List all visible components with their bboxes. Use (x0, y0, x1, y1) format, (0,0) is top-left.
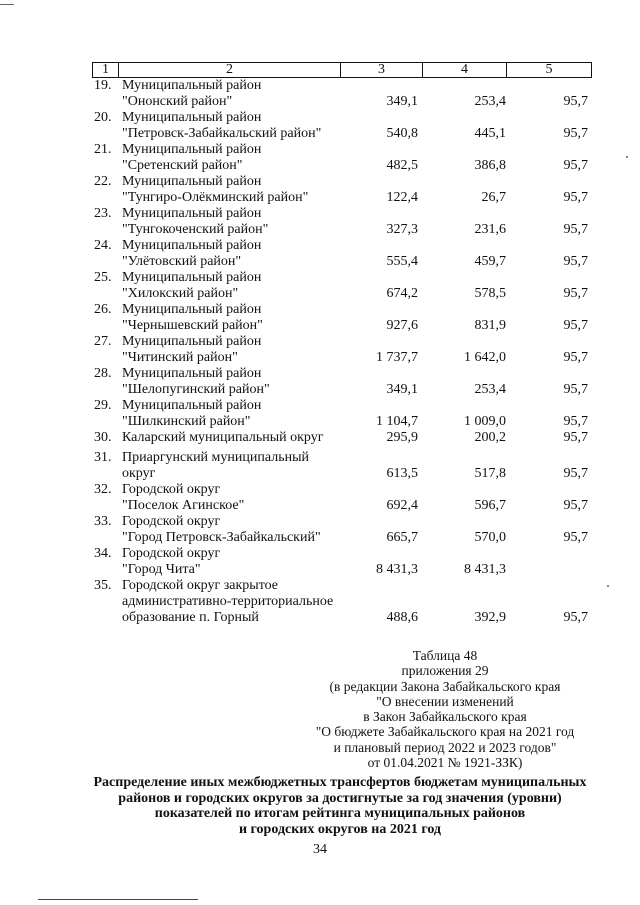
row-name (122, 174, 342, 206)
row-value-col-4: 831,9 (474, 318, 506, 333)
row-name-line: "Поселок Агинское" (122, 498, 245, 513)
table-row (0, 482, 640, 514)
row-name-line: Каларский муниципальный округ (122, 430, 324, 445)
row-name (122, 206, 342, 238)
row-value-col-4: 1 642,0 (464, 350, 506, 365)
row-name (122, 238, 342, 270)
row-name-line: административно-территориальное (122, 594, 334, 609)
row-value-col-5: 95,7 (563, 610, 588, 625)
table-row (0, 78, 640, 110)
row-value-col-4: 1 009,0 (464, 414, 506, 429)
row-value-col-3: 327,3 (386, 222, 418, 237)
appendix-line: от 01.04.2021 № 1921-ЗЗК) (367, 755, 523, 771)
row-value-col-3: 488,6 (386, 610, 418, 625)
table-row (0, 398, 640, 430)
row-name-line: Муниципальный район (122, 334, 262, 349)
row-number: 27. (94, 334, 112, 349)
table-row (0, 334, 640, 366)
row-value-col-4: 578,5 (474, 286, 506, 301)
row-value-col-4: 392,9 (474, 610, 506, 625)
appendix-line: и плановый период 2022 и 2023 годов" (333, 739, 557, 755)
row-name (122, 398, 342, 430)
table-header-row (92, 62, 592, 78)
row-value-col-3: 555,4 (386, 254, 418, 269)
row-value-col-5: 95,7 (563, 530, 588, 545)
row-value-col-5: 95,7 (563, 222, 588, 237)
appendix-line: "О бюджете Забайкальского края на 2021 год (315, 724, 575, 740)
row-value-col-3: 482,5 (386, 158, 418, 173)
row-name-line: Муниципальный район (122, 238, 262, 253)
row-name (122, 302, 342, 334)
row-value-col-3: 349,1 (386, 382, 418, 397)
row-name-line: Приаргунский муниципальный (122, 450, 309, 465)
row-value-col-4: 445,1 (474, 126, 506, 141)
scan-speck (626, 156, 628, 158)
row-number: 31. (94, 450, 112, 465)
row-name-line: Муниципальный район (122, 110, 262, 125)
row-name-line: "Шелопугинский район" (122, 382, 270, 397)
row-name-line: образование п. Горный (122, 610, 259, 625)
appendix-line: приложения 29 (401, 663, 489, 679)
row-name-line: "Город Чита" (122, 562, 201, 577)
row-name (122, 110, 342, 142)
row-number: 21. (94, 142, 112, 157)
row-name-line: Городской округ (122, 546, 221, 561)
row-number: 28. (94, 366, 112, 381)
row-value-col-3: 540,8 (386, 126, 418, 141)
table-row (0, 366, 640, 398)
row-value-col-4: 517,8 (474, 466, 506, 481)
row-name-line: "Тунгиро-Олёкминский район" (122, 190, 309, 205)
table-row (0, 206, 640, 238)
row-name (122, 78, 342, 110)
table-row (0, 270, 640, 302)
row-value-col-3: 665,7 (386, 530, 418, 545)
appendix-line: Таблица 48 (412, 648, 478, 663)
row-value-col-5: 95,7 (563, 158, 588, 173)
row-number: 26. (94, 302, 112, 317)
row-value-col-3: 122,4 (386, 190, 418, 205)
row-number: 23. (94, 206, 112, 221)
row-name-line: "Сретенский район" (122, 158, 243, 173)
table-heading (60, 775, 620, 837)
header-col-1: 1 (93, 63, 119, 77)
table-row (0, 302, 640, 334)
row-name-line: "Шилкинский район" (122, 414, 251, 429)
row-name-line: Муниципальный район (122, 270, 262, 285)
row-name (122, 482, 342, 514)
row-name-line: округ (122, 466, 156, 481)
row-value-col-5: 95,7 (563, 498, 588, 513)
row-name (122, 334, 342, 366)
row-name-line: "Петровск-Забайкальский район" (122, 126, 322, 141)
footnote-separator (38, 899, 198, 900)
scan-speck (607, 585, 609, 587)
row-value-col-3: 1 104,7 (376, 414, 418, 429)
header-col-3: 3 (341, 63, 423, 77)
header-col-4: 4 (423, 63, 507, 77)
table-row (0, 238, 640, 270)
row-value-col-3: 613,5 (386, 466, 418, 481)
row-value-col-3: 692,4 (386, 498, 418, 513)
heading-line: показателей по итогам рейтинга муниципальных районов (154, 806, 526, 822)
row-value-col-5: 95,7 (563, 254, 588, 269)
appendix-line: в Закон Забайкальского края (363, 709, 527, 725)
row-name-line: Муниципальный район (122, 78, 262, 93)
row-name-line: Муниципальный район (122, 174, 262, 189)
appendix-line: (в редакции Закона Забайкальского края (329, 678, 561, 694)
row-name (122, 270, 342, 302)
row-number: 19. (94, 78, 112, 93)
row-value-col-3: 927,6 (386, 318, 418, 333)
row-name-line: Муниципальный район (122, 142, 262, 157)
row-name-line: Муниципальный район (122, 366, 262, 381)
row-name-line: Городской округ закрытое (122, 578, 279, 593)
appendix-note (300, 648, 590, 770)
row-value-col-5: 95,7 (563, 190, 588, 205)
row-value-col-5: 95,7 (563, 350, 588, 365)
row-name (122, 430, 342, 446)
row-value-col-4: 253,4 (474, 94, 506, 109)
row-value-col-5: 95,7 (563, 430, 588, 445)
row-name (122, 578, 342, 626)
header-col-2: 2 (119, 63, 341, 77)
heading-line: и городских округов на 2021 год (238, 821, 442, 837)
heading-line: районов и городских округов за достигнутые за год значения (уровни) (118, 790, 562, 806)
row-value-col-5: 95,7 (563, 466, 588, 481)
row-value-col-3: 8 431,3 (376, 562, 418, 577)
row-value-col-5: 95,7 (563, 126, 588, 141)
table-row (0, 546, 640, 578)
row-value-col-3: 295,9 (386, 430, 418, 445)
row-value-col-5: 95,7 (563, 286, 588, 301)
row-name (122, 546, 342, 578)
table-row (0, 578, 640, 626)
row-name-line: "Город Петровск-Забайкальский" (122, 530, 321, 545)
row-number: 29. (94, 398, 112, 413)
row-value-col-5: 95,7 (563, 94, 588, 109)
row-value-col-4: 459,7 (474, 254, 506, 269)
row-value-col-4: 386,8 (474, 158, 506, 173)
row-name (122, 450, 342, 482)
corner-mark (0, 4, 14, 5)
table-row (0, 110, 640, 142)
row-number: 34. (94, 546, 112, 561)
row-value-col-4: 596,7 (474, 498, 506, 513)
row-name-line: "Читинский район" (122, 350, 238, 365)
row-value-col-4: 200,2 (474, 430, 506, 445)
row-number: 22. (94, 174, 112, 189)
row-name-line: "Тунгокоченский район" (122, 222, 269, 237)
row-value-col-3: 349,1 (386, 94, 418, 109)
row-number: 20. (94, 110, 112, 125)
row-number: 32. (94, 482, 112, 497)
row-name-line: Муниципальный район (122, 206, 262, 221)
row-number: 24. (94, 238, 112, 253)
row-value-col-4: 570,0 (474, 530, 506, 545)
row-name-line: "Хилокский район" (122, 286, 239, 301)
row-number: 25. (94, 270, 112, 285)
header-col-5: 5 (545, 62, 553, 77)
row-name (122, 514, 342, 546)
row-value-col-5: 95,7 (563, 382, 588, 397)
row-value-col-3: 1 737,7 (376, 350, 418, 365)
row-name-line: "Чернышевский район" (122, 318, 263, 333)
row-name (122, 142, 342, 174)
row-name-line: Муниципальный район (122, 398, 262, 413)
table-row (0, 450, 640, 482)
row-name (122, 366, 342, 398)
row-value-col-5: 95,7 (563, 414, 588, 429)
row-value-col-4: 8 431,3 (464, 562, 506, 577)
table-row (0, 514, 640, 546)
row-number: 35. (94, 578, 112, 593)
row-name-line: Муниципальный район (122, 302, 262, 317)
row-number: 33. (94, 514, 112, 529)
row-value-col-4: 26,7 (481, 190, 506, 205)
row-name-line: Городской округ (122, 482, 221, 497)
table-row (0, 430, 640, 446)
row-value-col-4: 253,4 (474, 382, 506, 397)
row-value-col-3: 674,2 (386, 286, 418, 301)
row-name-line: "Ононский район" (122, 94, 233, 109)
table-row (0, 174, 640, 206)
row-number: 30. (94, 430, 112, 445)
page-number: 34 (313, 842, 327, 857)
row-value-col-4: 231,6 (474, 222, 506, 237)
row-name-line: Городской округ (122, 514, 221, 529)
row-name-line: "Улётовский район" (122, 254, 242, 269)
row-value-col-5: 95,7 (563, 318, 588, 333)
table-row (0, 142, 640, 174)
appendix-line: "О внесении изменений (376, 693, 514, 709)
heading-line: Распределение иных межбюджетных трансфертов бюджетам муниципальных (93, 775, 587, 790)
